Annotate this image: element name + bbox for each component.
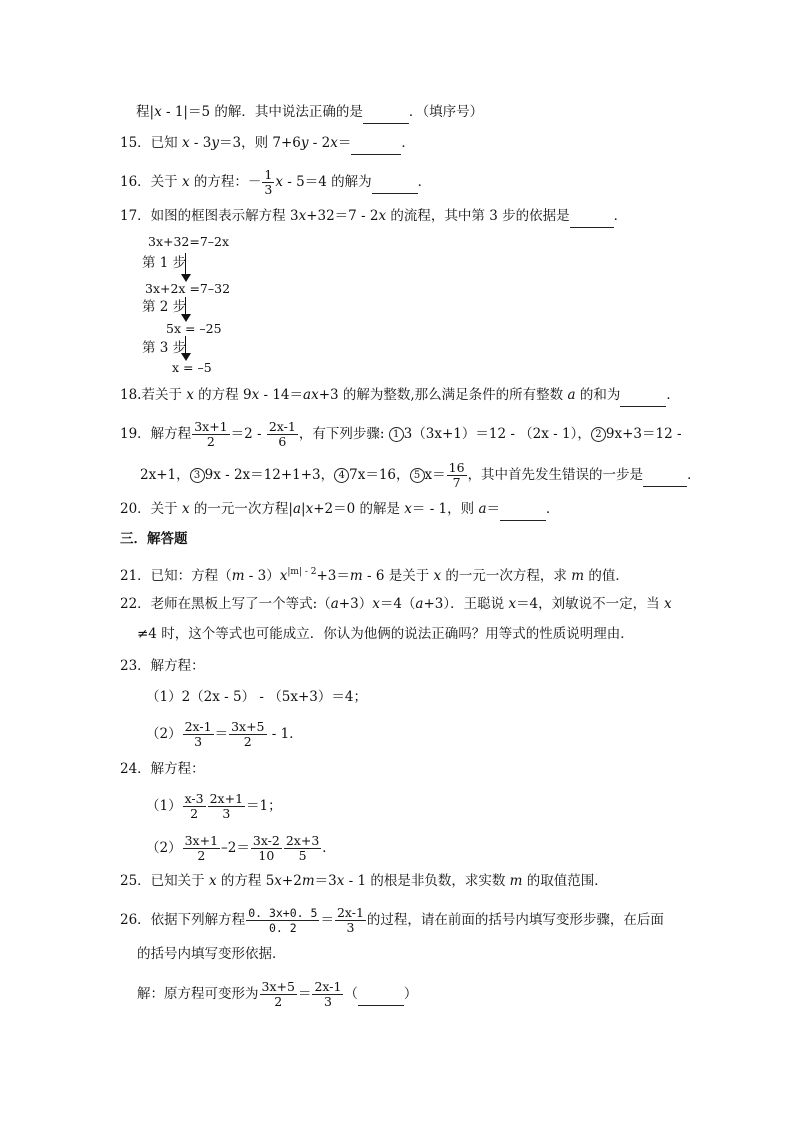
fraction: $\frac{2x-1}{3}$	[184, 719, 212, 749]
answer-blank[interactable]	[643, 468, 687, 487]
answer-blank[interactable]	[620, 388, 666, 407]
answer-blank[interactable]	[372, 175, 418, 194]
question-16: 16．关于 x 的方程：－ $\frac{1}{3}$ x - 5＝4 的解为 ．	[120, 167, 432, 197]
section-title: 三．解答题	[120, 531, 188, 547]
fraction: $\frac{16}{7}$	[448, 460, 465, 490]
step-marker: 2	[591, 427, 606, 442]
question-17: 17．如图的框图表示解方程 3x+32＝7 - 2x 的流程，其中第 3 步的依据是 ．	[120, 207, 627, 228]
question-18: 18.若关于 x 的方程 9x - 14＝ax+3 的解为整数,那么满足条件的所有整数 a 的和为 ．	[120, 386, 680, 407]
flow-equation-1: 3x+32=7–2x	[148, 234, 230, 249]
question-19-line-2: 2x+1， 3 9x - 2x＝12+1+3， 4 7x＝16， 5 x＝ $\frac{16}{7}$ ，其中首先发生错误的一步是 ．	[140, 460, 701, 490]
question-20: 20．关于 x 的一元一次方程|a|x+2＝0 的解是 x＝ - 1，则 a＝ ．	[120, 500, 560, 521]
fraction: $\frac{3x+5}{2}$	[231, 719, 265, 749]
flow-step-2-label: 第 2 步	[142, 299, 187, 315]
question-25: 25．已知关于 x 的方程 5x+2m＝3x - 1 的根是非负数，求实数 m 的取值范围．	[120, 873, 608, 889]
flow-arrow-1	[185, 253, 186, 275]
fraction: $\frac{2x-1}{3}$	[336, 905, 364, 935]
question-26: 26．依据下列解方程 $\frac{0. 3x+0. 5}{0. 2}$ ＝ $\frac{2x-1}{3}$ 的过程，请在前面的括号内填写变形步骤，在后面	[120, 905, 664, 935]
q14-tail: 程|x - 1|＝5 的解．其中说法正确的是 ．（填序号）	[136, 103, 483, 124]
step-marker: 4	[334, 468, 349, 483]
flow-arrow-3	[185, 336, 186, 354]
fraction: $\frac{3x+1}{2}$	[184, 833, 219, 863]
question-23-part-2: （2） $\frac{2x-1}{3}$ ＝ $\frac{3x+5}{2}$ - 1．	[146, 719, 303, 749]
question-23-part-1: （1）2（2x - 5） - （5x+3）＝4；	[146, 689, 367, 705]
flow-step-1-label: 第 1 步	[142, 255, 187, 271]
step-marker: 1	[389, 427, 404, 442]
fraction: $\frac{3x+5}{2}$	[261, 979, 295, 1009]
question-24-part-1: （1） $\frac{x-3}{2}$ $\frac{2x+1}{3}$ ＝1；	[146, 791, 282, 821]
question-21: 21．已知：方程$(m - 3)x^{|m| - 2}+3=m - 6$ 是关于 x 的一元一次方程，求 m 的值．	[120, 567, 629, 584]
step-marker: 5	[410, 468, 425, 483]
fraction: $\frac{0. 3x+0. 5}{0. 2}$	[248, 906, 318, 935]
fraction: $\frac{3x+1}{2}$	[194, 419, 228, 449]
flow-equation-3: 5x = –25	[166, 321, 222, 336]
flow-arrow-2	[185, 297, 186, 315]
fraction: $\frac{3x-2}{10}$	[252, 833, 280, 863]
fraction: $\frac{2x-1}{3}$	[314, 979, 342, 1009]
flow-equation-2: 3x+2x =7–32	[145, 281, 231, 296]
fraction: $\frac{2x+3}{5}$	[285, 833, 320, 863]
answer-blank[interactable]	[351, 136, 401, 155]
question-19: 19．解方程 $\frac{3x+1}{2}$ ＝2 - $\frac{2x-1}{6}$ ，有下列步骤: 1 3（3x+1）＝12 - （2x - 1）， 2 9x+3＝12 -	[120, 419, 682, 449]
question-22-line-2: ≠4 时，这个等式也可能成立．你认为他俩的说法正确吗？用等式的性质说明理由．	[137, 626, 634, 642]
question-23: 23．解方程：	[120, 658, 205, 674]
flow-step-3-label: 第 3 步	[142, 340, 187, 356]
question-24: 24．解方程：	[120, 761, 205, 777]
question-26-line-2: 的括号内填写变形依据．	[137, 946, 286, 962]
question-24-part-2: （2） $\frac{3x+1}{2}$ –2＝ $\frac{3x-2}{10}$ $\frac{2x+3}{5}$ ．	[146, 833, 336, 863]
answer-blank[interactable]	[358, 987, 404, 1006]
answer-blank[interactable]	[570, 209, 614, 228]
question-15: 15．已知 x - 3y＝3，则 7+6y - 2x＝ ．	[120, 134, 415, 155]
fraction: $\frac{x-3}{2}$	[184, 791, 204, 821]
fraction: $\frac{2x-1}{6}$	[268, 419, 296, 449]
flow-equation-4: x = –5	[172, 360, 212, 375]
question-26-line-3: 解：原方程可变形为 $\frac{3x+5}{2}$ ＝ $\frac{2x-1}{3}$ （ ）	[137, 979, 418, 1009]
question-22: 22．老师在黑板上写了一个等式:（a+3）x＝4（a+3）．王聪说 x＝4，刘敏说不一定，当 x	[120, 596, 672, 612]
fraction: $\frac{2x+1}{3}$	[209, 791, 244, 821]
answer-blank[interactable]	[500, 502, 546, 521]
answer-blank[interactable]	[363, 105, 409, 124]
fraction: $\frac{1}{3}$	[264, 167, 273, 197]
step-marker: 3	[190, 468, 205, 483]
